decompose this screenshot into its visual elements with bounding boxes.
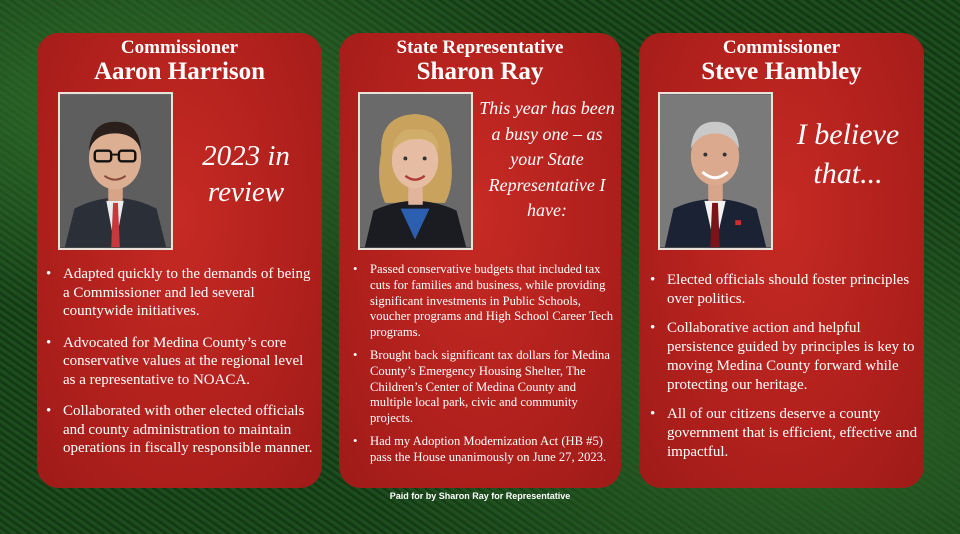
card-title: State Representative — [396, 37, 564, 58]
card-steve-hambley — [639, 33, 924, 488]
card-name: Sharon Ray — [416, 58, 544, 85]
list-item: • Elected officials should foster principles over politics. — [650, 271, 920, 309]
list-item: • Collaborative action and helpful persistence guided by principles is key to moving Medina County forward while protecting our heritage. — [650, 319, 920, 395]
list-item: • Brought back significant tax dollars for Medina County’s Emergency Housing Shelter, The Children’s Center of Medina County and multiple local park, civic and community projects. — [353, 348, 615, 427]
card-sharon-ray — [339, 33, 621, 488]
bullet-list — [650, 271, 920, 462]
card-tagline: This year has been a busy one – as your State Representative I have: — [479, 98, 615, 220]
portrait-photo — [58, 92, 173, 250]
man-glasses-portrait-icon — [60, 94, 171, 248]
woman-portrait-icon — [360, 94, 471, 248]
bullet-list — [353, 262, 615, 466]
man-suit-portrait-icon — [660, 94, 771, 248]
list-item: • Advocated for Medina County’s core conservative values at the regional level as a representative to NOACA. — [46, 334, 319, 390]
bullet-list — [46, 265, 319, 458]
card-name: Steve Hambley — [701, 58, 862, 85]
list-item: • Had my Adoption Modernization Act (HB #5) pass the House unanimously on June 27, 2023. — [353, 434, 615, 466]
paid-for-disclaimer: Paid for by Sharon Ray for Representative — [389, 491, 571, 501]
card-title: Commissioner — [120, 37, 239, 58]
portrait-photo — [358, 92, 473, 250]
card-tagline: 2023 in review — [202, 140, 290, 208]
list-item: • Collaborated with other elected officials and county administration to maintain operations in fiscally responsible manner. — [46, 402, 319, 458]
card-tagline: I believe that... — [796, 118, 900, 190]
card-aaron-harrison — [37, 33, 322, 488]
list-item: • Adapted quickly to the demands of being a Commissioner and led several countywide initiatives. — [46, 265, 319, 321]
list-item: • All of our citizens deserve a county government that is efficient, effective and impactful. — [650, 405, 920, 462]
card-name: Aaron Harrison — [93, 58, 266, 85]
portrait-photo — [658, 92, 773, 250]
card-title: Commissioner — [722, 37, 841, 58]
list-item: • Passed conservative budgets that included tax cuts for families and business, while providing significant investments in Public Schools, voucher programs and High School Career Tech programs. — [353, 262, 615, 341]
